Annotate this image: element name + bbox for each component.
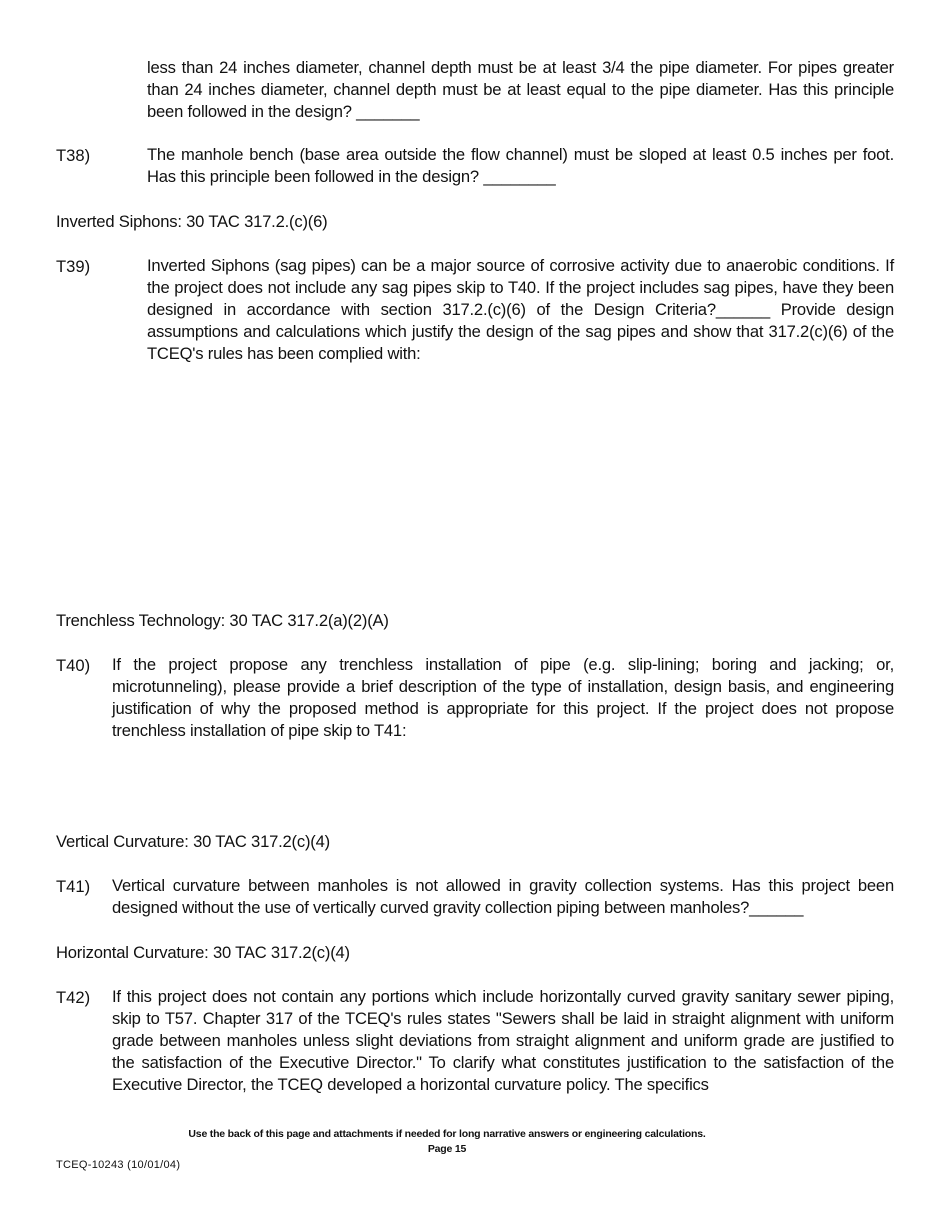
footer-instruction: Use the back of this page and attachments if needed for long narrative answers or engineering calculations. [188, 1128, 706, 1140]
continuation-paragraph: less than 24 inches diameter, channel depth must be at least 3/4 the pipe diameter. For pipes greater than 24 inches diameter, channel depth must be at least equal to the pipe diameter. Has this principle been followed in the design? _______ [147, 58, 894, 121]
question-text-t41: Vertical curvature between manholes is not allowed in gravity collection systems. Has this project been designed without the use of vertically curved gravity collection piping between manholes?______ [112, 876, 894, 917]
question-text-t42: If this project does not contain any portions which include horizontally curved gravity sanitary sewer piping, skip to T57. Chapter 317 of the TCEQ's rules states "Sewers shall be laid in straight alignment with uniform grade between manholes unless slight deviations from straight alignment and uniform grade are justified to the satisfaction of the Executive Director." To clarify what constitutes justification to the satisfaction of the Executive Director, the TCEQ developed a horizontal curvature policy. The specifics [112, 987, 894, 1094]
question-number-t39: T39) [56, 257, 91, 276]
section-heading-horizontal-curvature: Horizontal Curvature: 30 TAC 317.2(c)(4) [56, 943, 350, 962]
section-heading-vertical-curvature: Vertical Curvature: 30 TAC 317.2(c)(4) [56, 832, 330, 851]
question-text-t40: If the project propose any trenchless installation of pipe (e.g. slip-lining; boring and jacking; or, microtunneling), please provide a brief description of the type of installation, design basis, and engineering justification of why the proposed method is appropriate for this project. If the project does not propose trenchless installation of pipe skip to T41: [112, 655, 894, 740]
question-text-t39: Inverted Siphons (sag pipes) can be a major source of corrosive activity due to anaerobic conditions. If the project does not include any sag pipes skip to T40. If the project includes sag pipes, have they been designed in accordance with section 317.2.(c)(6) of the Design Criteria?______ Provide design assumptions and calculations which justify the design of the sag pipes and show that 317.2(c)(6) of the TCEQ's rules has been complied with: [147, 256, 894, 363]
section-heading-inverted-siphons: Inverted Siphons: 30 TAC 317.2.(c)(6) [56, 212, 328, 231]
question-number-t40: T40) [56, 656, 91, 675]
form-identifier: TCEQ-10243 (10/01/04) [56, 1159, 181, 1171]
section-heading-trenchless-technology: Trenchless Technology: 30 TAC 317.2(a)(2)(A) [56, 611, 389, 630]
question-number-t38: T38) [56, 146, 91, 165]
question-text-t38: The manhole bench (base area outside the flow channel) must be sloped at least 0.5 inches per foot. Has this principle been followed in the design? ________ [147, 145, 894, 186]
page-number: Page 15 [427, 1143, 467, 1155]
question-number-t42: T42) [56, 988, 91, 1007]
question-number-t41: T41) [56, 877, 91, 896]
